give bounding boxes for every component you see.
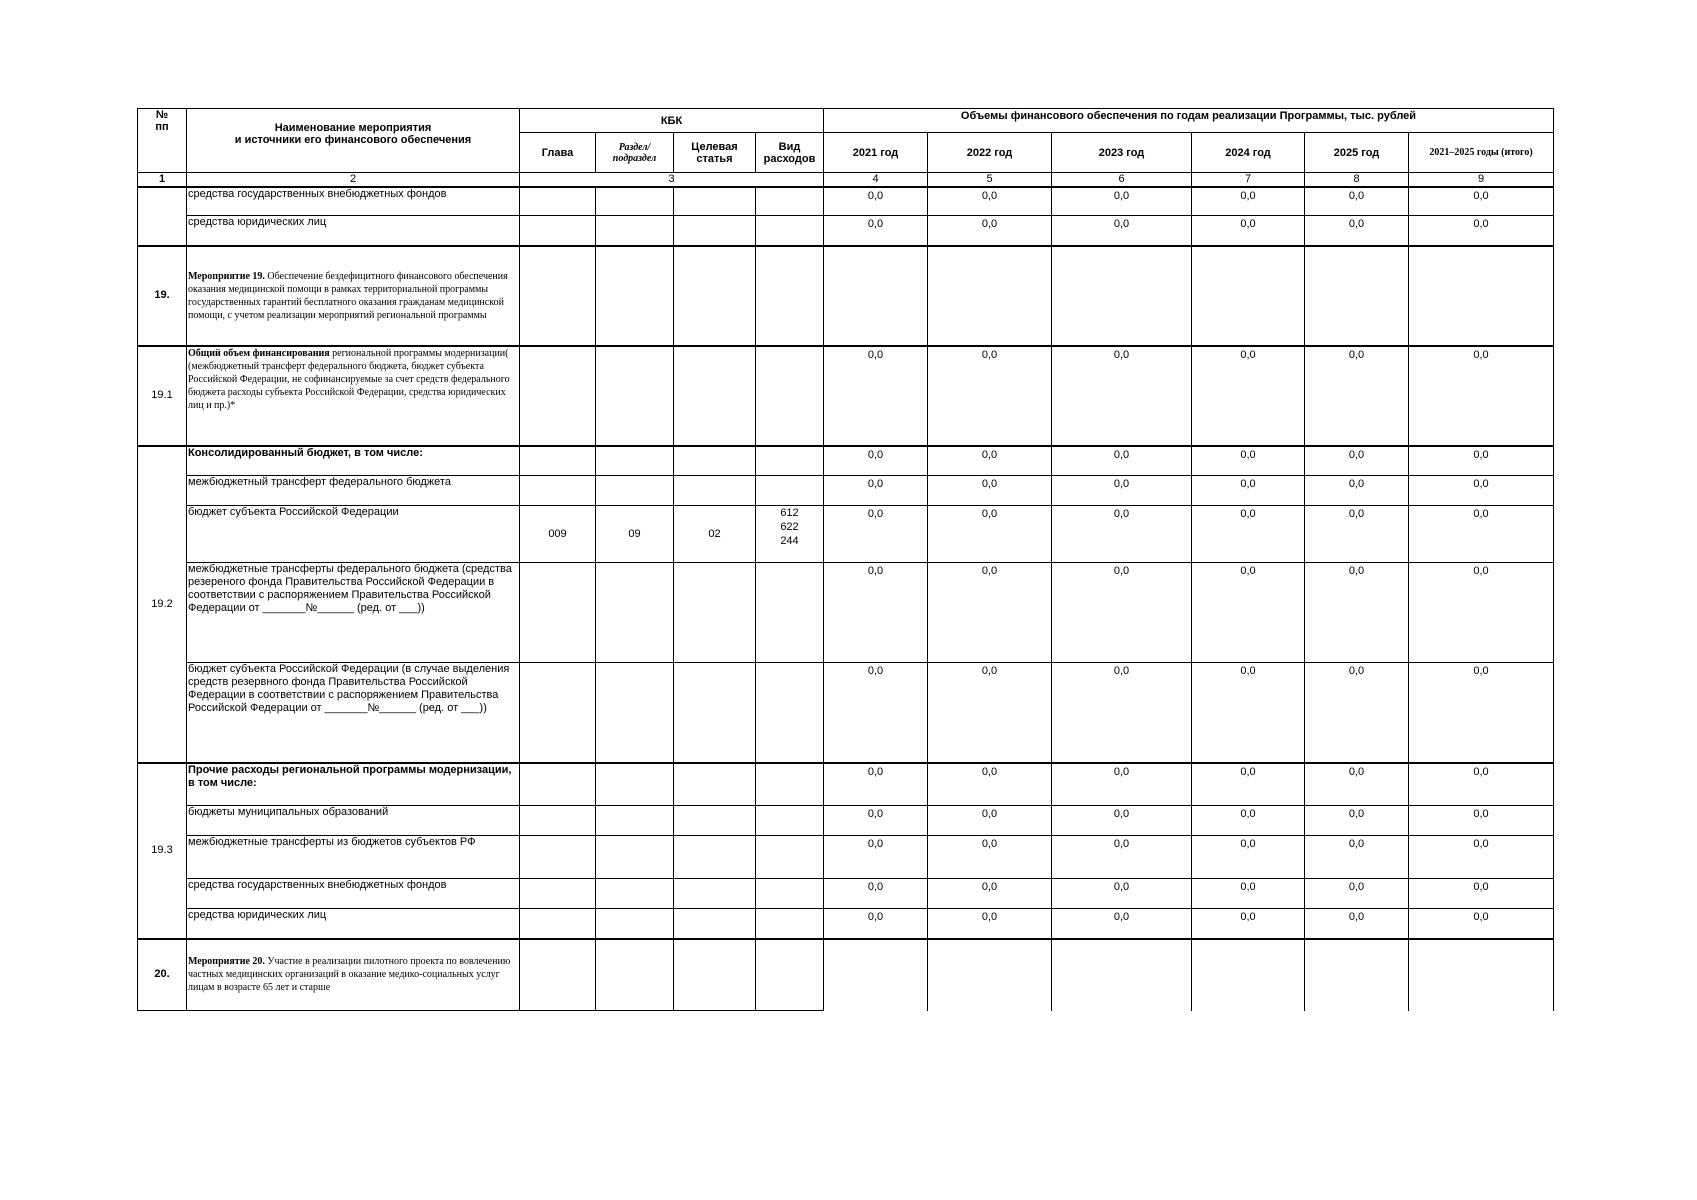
kbk-cell bbox=[520, 446, 596, 476]
value-cell: 0,0 bbox=[1305, 879, 1409, 909]
value-cell: 0,0 bbox=[1052, 763, 1192, 806]
value-cell: 0,0 bbox=[1052, 909, 1192, 939]
kbk-cell bbox=[674, 187, 756, 216]
total-text: региональной программы модернизации( (межбюджетный трансферт федерального бюджета, бюджет субъекта Российской Федерации, не софинансируемые за счет средств федерального бюджета расходы субъекта Российской Федерации, средства юридических лиц и пр.)* bbox=[188, 347, 510, 411]
value-cell: 0,0 bbox=[1409, 216, 1554, 246]
kbk-cell bbox=[674, 346, 756, 446]
header-year-total: 2021–2025 годы (итого) bbox=[1409, 133, 1554, 173]
value-cell: 0,0 bbox=[1192, 446, 1305, 476]
header-razdel: Раздел/ подраздел bbox=[596, 133, 674, 173]
measure-text: Обеспечение бездефицитного финансового обеспечения оказания медицинской помощи в рамках территориальной программы государственных гарантий бесплатного оказания гражданам медицинской помощи, с учетом реализации мероприятий региональной программы bbox=[188, 270, 508, 321]
kbk-cell bbox=[596, 663, 674, 763]
value-cell: 0,0 bbox=[1409, 763, 1554, 806]
value-cell: 0,0 bbox=[1409, 187, 1554, 216]
header-year-2023: 2023 год bbox=[1052, 133, 1192, 173]
value-cell: 0,0 bbox=[928, 663, 1052, 763]
kbk-cell bbox=[756, 187, 824, 216]
value-cell: 0,0 bbox=[1052, 506, 1192, 563]
colnum: 5 bbox=[928, 173, 1052, 187]
header-no: № пп bbox=[138, 109, 187, 173]
value-cell: 0,0 bbox=[1409, 663, 1554, 763]
kbk-cell bbox=[520, 806, 596, 836]
value-cell: 0,0 bbox=[928, 909, 1052, 939]
value-cell: 0,0 bbox=[1305, 446, 1409, 476]
measure-title: Мероприятие 19. bbox=[188, 270, 265, 282]
value-cell: 0,0 bbox=[1305, 806, 1409, 836]
value-cell bbox=[824, 246, 928, 346]
row-name: Прочие расходы региональной программы модернизации, в том числе: bbox=[187, 763, 520, 806]
value-cell: 0,0 bbox=[1192, 909, 1305, 939]
value-cell: 0,0 bbox=[928, 563, 1052, 663]
kbk-cell bbox=[596, 879, 674, 909]
kbk-glava: 009 bbox=[520, 506, 596, 563]
value-cell: 0,0 bbox=[1052, 187, 1192, 216]
colnum: 7 bbox=[1192, 173, 1305, 187]
value-cell: 0,0 bbox=[1192, 836, 1305, 879]
value-cell: 0,0 bbox=[1052, 836, 1192, 879]
row-id: 19.2 bbox=[138, 446, 187, 763]
kbk-cell bbox=[674, 836, 756, 879]
kbk-cell bbox=[596, 563, 674, 663]
value-cell: 0,0 bbox=[1305, 663, 1409, 763]
value-cell: 0,0 bbox=[1305, 763, 1409, 806]
value-cell: 0,0 bbox=[1409, 506, 1554, 563]
kbk-cell bbox=[596, 246, 674, 346]
kbk-cell bbox=[596, 836, 674, 879]
kbk-cell bbox=[674, 476, 756, 506]
row-id: 19. bbox=[138, 246, 187, 346]
header-year-2024: 2024 год bbox=[1192, 133, 1305, 173]
value-cell bbox=[824, 939, 928, 1011]
kbk-cell bbox=[520, 246, 596, 346]
colnum: 8 bbox=[1305, 173, 1409, 187]
row-id: 19.1 bbox=[138, 346, 187, 446]
kbk-cell bbox=[596, 476, 674, 506]
value-cell: 0,0 bbox=[928, 346, 1052, 446]
value-cell: 0,0 bbox=[824, 879, 928, 909]
value-cell: 0,0 bbox=[928, 216, 1052, 246]
kbk-cell bbox=[756, 663, 824, 763]
value-cell: 0,0 bbox=[1192, 506, 1305, 563]
row-name: средства юридических лиц bbox=[187, 909, 520, 939]
row-name bbox=[187, 346, 520, 446]
value-cell: 0,0 bbox=[1305, 909, 1409, 939]
row-id-empty bbox=[138, 187, 187, 246]
value-cell bbox=[1052, 939, 1192, 1011]
value-cell: 0,0 bbox=[928, 187, 1052, 216]
row-id: 19.3 bbox=[138, 763, 187, 939]
value-cell: 0,0 bbox=[1192, 476, 1305, 506]
value-cell: 0,0 bbox=[928, 836, 1052, 879]
value-cell: 0,0 bbox=[1052, 563, 1192, 663]
row-name: бюджет субъекта Российской Федерации bbox=[187, 506, 520, 563]
row-name bbox=[187, 939, 520, 1011]
kbk-cell bbox=[674, 909, 756, 939]
header-glava: Глава bbox=[520, 133, 596, 173]
value-cell: 0,0 bbox=[928, 506, 1052, 563]
value-cell: 0,0 bbox=[1409, 806, 1554, 836]
kbk-cell bbox=[674, 879, 756, 909]
value-cell bbox=[1052, 246, 1192, 346]
kbk-cell bbox=[596, 939, 674, 1011]
value-cell: 0,0 bbox=[1305, 563, 1409, 663]
kbk-cell bbox=[756, 879, 824, 909]
value-cell: 0,0 bbox=[1192, 879, 1305, 909]
header-year-2025: 2025 год bbox=[1305, 133, 1409, 173]
value-cell: 0,0 bbox=[824, 763, 928, 806]
header-year-2022: 2022 год bbox=[928, 133, 1052, 173]
value-cell: 0,0 bbox=[928, 446, 1052, 476]
kbk-cell bbox=[520, 216, 596, 246]
value-cell: 0,0 bbox=[928, 879, 1052, 909]
colnum: 3 bbox=[520, 173, 824, 187]
value-cell bbox=[928, 246, 1052, 346]
kbk-cell bbox=[596, 806, 674, 836]
value-cell: 0,0 bbox=[1052, 216, 1192, 246]
value-cell: 0,0 bbox=[824, 663, 928, 763]
kbk-cell bbox=[756, 836, 824, 879]
kbk-cell bbox=[520, 909, 596, 939]
row-name: Консолидированный бюджет, в том числе: bbox=[187, 446, 520, 476]
row-name: средства юридических лиц bbox=[187, 216, 520, 246]
header-year-2021: 2021 год bbox=[824, 133, 928, 173]
value-cell: 0,0 bbox=[1305, 506, 1409, 563]
colnum: 4 bbox=[824, 173, 928, 187]
value-cell: 0,0 bbox=[824, 346, 928, 446]
value-cell: 0,0 bbox=[1052, 806, 1192, 836]
header-name: Наименование мероприятия и источники его финансового обеспечения bbox=[187, 109, 520, 173]
kbk-cell bbox=[596, 763, 674, 806]
value-cell: 0,0 bbox=[1052, 476, 1192, 506]
header-celevaya: Целевая статья bbox=[674, 133, 756, 173]
value-cell: 0,0 bbox=[1052, 663, 1192, 763]
value-cell bbox=[1305, 246, 1409, 346]
kbk-cell bbox=[756, 806, 824, 836]
kbk-cell bbox=[596, 346, 674, 446]
kbk-cell bbox=[756, 446, 824, 476]
kbk-celevaya: 02 bbox=[674, 506, 756, 563]
row-id: 20. bbox=[138, 939, 187, 1011]
value-cell: 0,0 bbox=[1052, 346, 1192, 446]
value-cell: 0,0 bbox=[1305, 216, 1409, 246]
kbk-cell bbox=[520, 563, 596, 663]
value-cell: 0,0 bbox=[824, 909, 928, 939]
value-cell: 0,0 bbox=[824, 476, 928, 506]
measure-text: Участие в реализации пилотного проекта по вовлечению частных медицинских организаций в оказание медико-социальных услуг лицам в возрасте 65 лет и старше bbox=[188, 956, 511, 994]
value-cell bbox=[928, 939, 1052, 1011]
value-cell bbox=[1409, 246, 1554, 346]
value-cell: 0,0 bbox=[1305, 836, 1409, 879]
kbk-cell bbox=[756, 216, 824, 246]
colnum: 2 bbox=[187, 173, 520, 187]
header-kbk: КБК bbox=[520, 109, 824, 133]
colnum: 1 bbox=[138, 173, 187, 187]
kbk-cell bbox=[596, 909, 674, 939]
kbk-cell bbox=[520, 939, 596, 1011]
kbk-cell bbox=[674, 663, 756, 763]
value-cell: 0,0 bbox=[1052, 446, 1192, 476]
value-cell: 0,0 bbox=[1192, 763, 1305, 806]
value-cell: 0,0 bbox=[1409, 346, 1554, 446]
row-name: бюджеты муниципальных образований bbox=[187, 806, 520, 836]
kbk-cell bbox=[596, 216, 674, 246]
value-cell bbox=[1192, 246, 1305, 346]
kbk-cell bbox=[756, 476, 824, 506]
row-name: средства государственных внебюджетных фондов bbox=[187, 879, 520, 909]
value-cell: 0,0 bbox=[1192, 216, 1305, 246]
header-vid: Вид расходов bbox=[756, 133, 824, 173]
total-title: Общий объем финансирования bbox=[188, 347, 330, 359]
measure-title: Мероприятие 20. bbox=[188, 956, 265, 968]
value-cell bbox=[1305, 939, 1409, 1011]
value-cell: 0,0 bbox=[1192, 663, 1305, 763]
row-name: бюджет субъекта Российской Федерации (в случае выделения средств резервного фонда Правительства Российской Федерации в соответствии с распоряжением Правительства Российской Федерации от _______№______ (ред. от ___)) bbox=[187, 663, 520, 763]
kbk-cell bbox=[756, 939, 824, 1011]
value-cell: 0,0 bbox=[1409, 879, 1554, 909]
value-cell: 0,0 bbox=[1409, 446, 1554, 476]
value-cell: 0,0 bbox=[928, 763, 1052, 806]
value-cell: 0,0 bbox=[1192, 187, 1305, 216]
kbk-cell bbox=[756, 909, 824, 939]
kbk-vid: 612 622 244 bbox=[756, 506, 824, 563]
value-cell: 0,0 bbox=[1305, 346, 1409, 446]
kbk-cell bbox=[756, 246, 824, 346]
value-cell: 0,0 bbox=[824, 836, 928, 879]
kbk-cell bbox=[674, 446, 756, 476]
row-name bbox=[187, 246, 520, 346]
value-cell: 0,0 bbox=[928, 806, 1052, 836]
value-cell: 0,0 bbox=[824, 216, 928, 246]
kbk-cell bbox=[520, 663, 596, 763]
financing-table bbox=[137, 108, 1554, 1011]
kbk-cell bbox=[520, 836, 596, 879]
kbk-cell bbox=[674, 806, 756, 836]
kbk-cell bbox=[520, 476, 596, 506]
colnum: 6 bbox=[1052, 173, 1192, 187]
value-cell: 0,0 bbox=[824, 806, 928, 836]
kbk-cell bbox=[520, 879, 596, 909]
kbk-cell bbox=[674, 246, 756, 346]
colnum: 9 bbox=[1409, 173, 1554, 187]
value-cell: 0,0 bbox=[1409, 563, 1554, 663]
value-cell bbox=[1192, 939, 1305, 1011]
kbk-razdel: 09 bbox=[596, 506, 674, 563]
kbk-cell bbox=[756, 763, 824, 806]
row-name: средства государственных внебюджетных фондов bbox=[187, 187, 520, 216]
kbk-cell bbox=[596, 446, 674, 476]
kbk-cell bbox=[756, 563, 824, 663]
kbk-cell bbox=[520, 187, 596, 216]
kbk-cell bbox=[674, 939, 756, 1011]
value-cell: 0,0 bbox=[1409, 909, 1554, 939]
kbk-cell bbox=[674, 216, 756, 246]
value-cell: 0,0 bbox=[1052, 879, 1192, 909]
value-cell: 0,0 bbox=[1192, 346, 1305, 446]
value-cell: 0,0 bbox=[1409, 836, 1554, 879]
value-cell: 0,0 bbox=[824, 563, 928, 663]
value-cell bbox=[1409, 939, 1554, 1011]
value-cell: 0,0 bbox=[824, 187, 928, 216]
header-volumes: Объемы финансового обеспечения по годам реализации Программы, тыс. рублей bbox=[824, 109, 1554, 133]
value-cell: 0,0 bbox=[1305, 187, 1409, 216]
kbk-cell bbox=[756, 346, 824, 446]
value-cell: 0,0 bbox=[928, 476, 1052, 506]
value-cell: 0,0 bbox=[824, 506, 928, 563]
kbk-cell bbox=[674, 763, 756, 806]
kbk-cell bbox=[596, 187, 674, 216]
row-name: межбюджетный трансферт федерального бюджета bbox=[187, 476, 520, 506]
value-cell: 0,0 bbox=[824, 446, 928, 476]
row-name: межбюджетные трансферты федерального бюджета (средства резереного фонда Правительства Российской Федерации в соответствии с распоряжением Правительства Российской Федерации от _______№______ (ред. от ___)) bbox=[187, 563, 520, 663]
value-cell: 0,0 bbox=[1192, 563, 1305, 663]
value-cell: 0,0 bbox=[1409, 476, 1554, 506]
value-cell: 0,0 bbox=[1192, 806, 1305, 836]
kbk-cell bbox=[674, 563, 756, 663]
kbk-cell bbox=[520, 763, 596, 806]
row-name: межбюджетные трансферты из бюджетов субъектов РФ bbox=[187, 836, 520, 879]
value-cell: 0,0 bbox=[1305, 476, 1409, 506]
kbk-cell bbox=[520, 346, 596, 446]
